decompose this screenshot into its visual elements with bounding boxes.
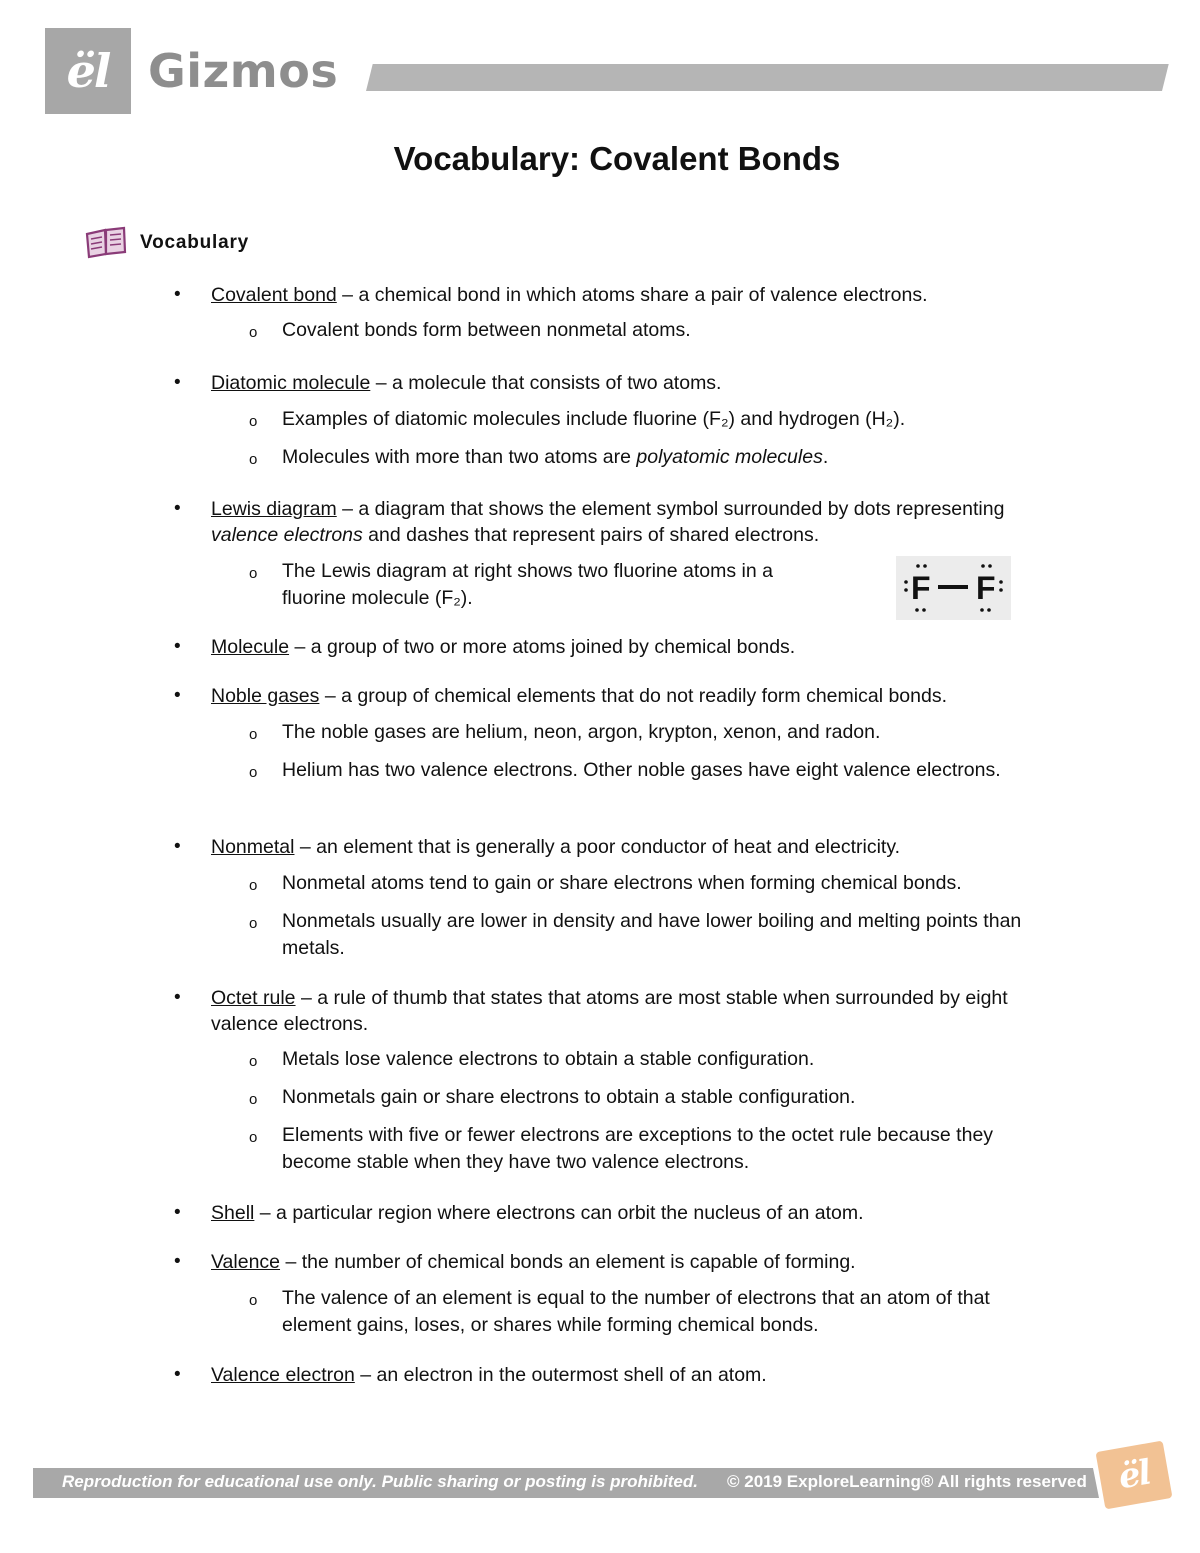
list-item — [174, 985, 1056, 1037]
list-sub-item — [249, 1285, 1042, 1339]
list-item — [174, 683, 1071, 709]
lewis-diagram-figure — [896, 556, 1011, 620]
term-word: Molecule — [211, 636, 290, 658]
sub-bullet: o — [249, 1053, 258, 1070]
bullet: • — [174, 836, 181, 857]
sub-bullet: o — [249, 565, 258, 582]
list-item — [174, 496, 1071, 548]
sub-bullet: o — [249, 451, 258, 468]
term-word: Shell — [211, 1202, 255, 1224]
list-sub-item — [249, 1122, 1042, 1176]
sub-bullet: o — [249, 1129, 258, 1146]
sub-bullet: o — [249, 324, 258, 341]
term-word: Diatomic molecule — [211, 372, 371, 394]
list-item — [174, 1249, 1071, 1275]
vocabulary-heading-text: Vocabulary — [140, 232, 250, 253]
footer-explorelearning-logo — [1095, 1441, 1172, 1510]
term-definition: – a chemical bond in which atoms share a pair of valence electrons. — [336, 284, 928, 306]
list-item — [174, 282, 1071, 308]
note-text: Elements with five or fewer electrons are exceptions to the octet rule because they become stable when they have two valence electrons. — [282, 1124, 994, 1173]
sub-bullet: o — [249, 915, 258, 932]
bullet: • — [174, 498, 181, 519]
bullet: • — [174, 284, 181, 305]
term-word: Lewis diagram — [211, 498, 337, 520]
term-word: Octet rule — [211, 987, 296, 1009]
term-word: Valence — [211, 1251, 281, 1273]
term-word: Nonmetal — [211, 836, 295, 858]
term-definition: – a rule of thumb that states that atoms are most stable when surrounded by eight valence electrons. — [211, 987, 1008, 1035]
note-text: The valence of an element is equal to the number of electrons that an atom of that element gains, loses, or shares while forming chemical bonds. — [282, 1287, 990, 1336]
brand-name: Gizmos — [148, 44, 339, 98]
shared-pair-dash — [938, 585, 968, 589]
term-definition-italic: valence electrons — [211, 524, 363, 546]
list-item — [174, 834, 1071, 860]
bullet: • — [174, 636, 181, 657]
bullet: • — [174, 987, 181, 1008]
term-word: Valence electron — [211, 1364, 355, 1386]
list-item — [174, 634, 1071, 660]
term-definition: – a group of two or more atoms joined by chemical bonds. — [289, 636, 796, 658]
lewis-right-symbol: F — [976, 570, 996, 606]
footer-notice: Reproduction for educational use only. Public sharing or posting is prohibited. — [62, 1472, 698, 1491]
bullet: • — [174, 372, 181, 393]
note-text: Molecules with more than two atoms are — [282, 446, 637, 468]
list-sub-item — [249, 406, 1072, 433]
note-text-end: . — [822, 446, 829, 468]
term-definition-end: and dashes that represent pairs of shared electrons. — [362, 524, 820, 546]
term-definition: – a group of chemical elements that do not readily form chemical bonds. — [319, 685, 947, 707]
bullet: • — [174, 1364, 181, 1385]
note-italic: polyatomic molecules — [636, 446, 823, 468]
list-sub-item — [249, 558, 842, 612]
note-text: Covalent bonds form between nonmetal atoms. — [282, 319, 691, 341]
sub-bullet: o — [249, 877, 258, 894]
term-word: Noble gases — [211, 685, 320, 707]
sub-bullet: o — [249, 726, 258, 743]
sub-bullet: o — [249, 413, 258, 430]
sub-bullet: o — [249, 1091, 258, 1108]
list-sub-item — [249, 317, 1072, 344]
footer-logo-text: ël — [1115, 1452, 1153, 1498]
note-text: Helium has two valence electrons. Other noble gases have eight valence electrons. — [282, 759, 1001, 781]
lewis-left-symbol: F — [911, 570, 931, 606]
term-definition: – a molecule that consists of two atoms. — [370, 372, 722, 394]
term-definition: – a particular region where electrons can orbit the nucleus of an atom. — [254, 1202, 864, 1224]
sub-bullet: o — [249, 1292, 258, 1309]
list-sub-item — [249, 908, 1072, 962]
bullet: • — [174, 1202, 181, 1223]
list-sub-item — [249, 1084, 1072, 1111]
list-sub-item — [249, 1046, 1072, 1073]
note-text: Metals lose valence electrons to obtain a stable configuration. — [282, 1048, 815, 1070]
bullet: • — [174, 685, 181, 706]
term-word: Covalent bond — [211, 284, 337, 306]
note-text: Nonmetals gain or share electrons to obtain a stable configuration. — [282, 1086, 856, 1108]
note-text: Nonmetals usually are lower in density and have lower boiling and melting points than metals. — [282, 910, 1022, 959]
list-item — [174, 1200, 1071, 1226]
lewis-diagram-svg — [896, 556, 1011, 620]
list-sub-item — [249, 719, 1072, 746]
list-sub-item — [249, 444, 1072, 471]
note-text: Examples of diatomic molecules include fluorine (F₂) and hydrogen (H₂). — [282, 408, 906, 430]
note-text: The Lewis diagram at right shows two fluorine atoms in a fluorine molecule (F₂). — [282, 560, 773, 609]
term-definition: – the number of chemical bonds an element is capable of forming. — [280, 1251, 856, 1273]
footer-copyright: © 2019 ExploreLearning® All rights reserved — [727, 1472, 1087, 1491]
sub-bullet: o — [249, 764, 258, 781]
logo-text: ël — [66, 44, 110, 98]
term-definition: – an element that is generally a poor conductor of heat and electricity. — [294, 836, 901, 858]
term-definition: – a diagram that shows the element symbol surrounded by dots representing — [336, 498, 1005, 520]
bullet: • — [174, 1251, 181, 1272]
page-title: Vocabulary: Covalent Bonds — [393, 140, 841, 177]
list-item — [174, 1362, 1071, 1388]
list-sub-item — [249, 870, 1072, 897]
list-sub-item — [249, 757, 1002, 784]
note-text: Nonmetal atoms tend to gain or share electrons when forming chemical bonds. — [282, 872, 962, 894]
term-definition: – an electron in the outermost shell of an atom. — [354, 1364, 767, 1386]
list-item — [174, 370, 1071, 396]
note-text: The noble gases are helium, neon, argon, krypton, xenon, and radon. — [282, 721, 881, 743]
